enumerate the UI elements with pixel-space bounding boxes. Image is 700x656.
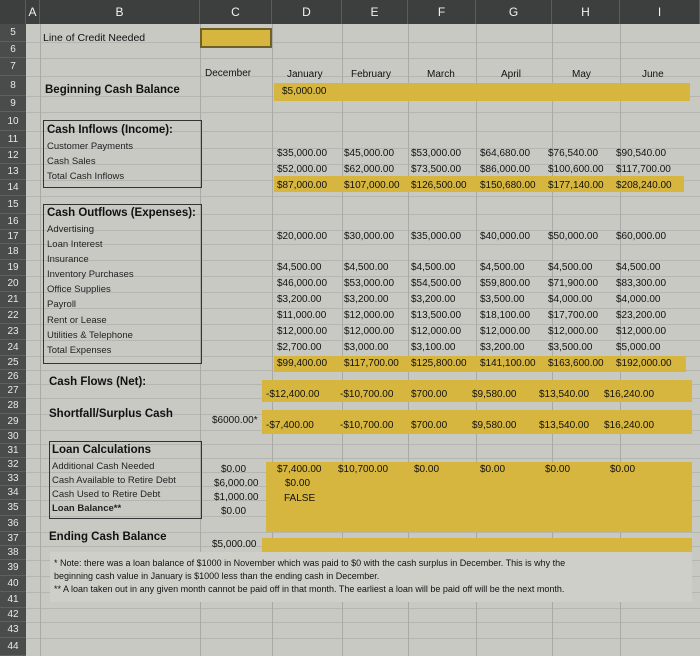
col-header-g[interactable]: G [476, 0, 552, 24]
advertising-cell[interactable]: $40,000.00 [480, 231, 531, 242]
shortfall-cell[interactable]: $16,240.00 [604, 420, 655, 431]
row-header[interactable]: 9 [0, 96, 26, 112]
grid-line [26, 112, 700, 113]
insurance-cell[interactable]: $4,500.00 [548, 262, 593, 273]
utilities-label: Utilities & Telephone [47, 330, 133, 341]
col-header-a[interactable]: A [26, 0, 40, 24]
total-expenses-cell[interactable]: $192,000.00 [616, 358, 672, 369]
inventory-cell[interactable]: $71,900.00 [548, 278, 599, 289]
insurance-label: Insurance [47, 254, 89, 265]
utilities-cell[interactable]: $5,000.00 [616, 342, 661, 353]
row-header[interactable]: 7 [0, 58, 26, 76]
inventory-label: Inventory Purchases [47, 269, 134, 280]
row-header[interactable]: 28 [0, 398, 26, 414]
cash-sales-cell[interactable]: $52,000.00 [277, 164, 328, 175]
month-december: December [205, 68, 252, 79]
ending-cash-december[interactable]: $5,000.00 [212, 539, 257, 550]
grid-line [26, 196, 700, 197]
office-cell[interactable]: $3,200.00 [344, 294, 389, 305]
total-inflows-cell[interactable]: $87,000.00 [277, 180, 328, 191]
row-header[interactable]: 13 [0, 164, 26, 180]
advertising-label: Advertising [47, 224, 94, 235]
total-expenses-cell[interactable]: $117,700.00 [344, 358, 399, 369]
additional-cash-cell[interactable]: $0.00 [414, 464, 440, 475]
col-header-d[interactable]: D [272, 0, 342, 24]
loan-interest-label: Loan Interest [47, 239, 103, 250]
additional-cash-cell[interactable]: $0.00 [545, 464, 571, 475]
total-inflows-cell[interactable]: $126,500.00 [411, 180, 467, 191]
row-header[interactable]: 24 [0, 340, 26, 356]
row-header[interactable]: 19 [0, 260, 26, 276]
additional-cash-cell[interactable]: $0.00 [480, 464, 506, 475]
office-supplies-label: Office Supplies [47, 284, 111, 295]
utilities-cell[interactable]: $3,000.00 [344, 342, 389, 353]
month-april: April [501, 69, 522, 80]
office-cell[interactable]: $4,000.00 [548, 294, 593, 305]
utilities-cell[interactable]: $3,200.00 [480, 342, 525, 353]
inventory-cell[interactable]: $59,800.00 [480, 278, 531, 289]
month-january: January [287, 69, 323, 80]
total-inflows-label: Total Cash Inflows [47, 171, 125, 182]
cash-used-label: Cash Used to Retire Debt [52, 489, 161, 500]
row-header[interactable]: 22 [0, 308, 26, 324]
cash-available-label: Cash Available to Retire Debt [52, 475, 176, 486]
row-header[interactable]: 12 [0, 148, 26, 164]
row-header[interactable]: 5 [0, 24, 26, 42]
additional-cash-label: Additional Cash Needed [52, 461, 155, 472]
payroll-cell[interactable]: $12,000.00 [344, 310, 395, 321]
grid-line [26, 622, 700, 623]
cash-flows-cell[interactable]: $13,540.00 [539, 389, 590, 400]
row-header[interactable]: 25 [0, 356, 26, 370]
insurance-cell[interactable]: $4,500.00 [277, 262, 322, 273]
payroll-label: Payroll [47, 299, 77, 310]
rent-cell[interactable]: $12,000.00 [548, 326, 599, 337]
utilities-cell[interactable]: $2,700.00 [277, 342, 322, 353]
total-inflows-cell[interactable]: $208,240.00 [616, 180, 672, 191]
payroll-cell[interactable]: $17,700.00 [548, 310, 599, 321]
cash-sales-cell[interactable]: $86,000.00 [480, 164, 531, 175]
cash-flows-cell[interactable]: $700.00 [411, 389, 448, 400]
corner-cell[interactable] [0, 0, 26, 24]
row-header[interactable]: 27 [0, 384, 26, 398]
row-header[interactable]: 30 [0, 430, 26, 444]
beginning-cash-label: Beginning Cash Balance [45, 84, 180, 96]
inventory-cell[interactable]: $54,500.00 [411, 278, 462, 289]
col-header-b[interactable]: B [40, 0, 200, 24]
cash-sales-cell[interactable]: $62,000.00 [344, 164, 395, 175]
col-header-f[interactable]: F [408, 0, 476, 24]
cash-sales-cell[interactable]: $117,700.00 [616, 164, 671, 175]
insurance-cell[interactable]: $4,500.00 [480, 262, 525, 273]
shortfall-cell[interactable]: $700.00 [411, 420, 448, 431]
advertising-cell[interactable]: $60,000.00 [616, 231, 667, 242]
customer-payments-label: Customer Payments [47, 141, 134, 152]
row-header[interactable]: 42 [0, 608, 26, 622]
row-header[interactable]: 29 [0, 414, 26, 430]
customer-payments-cell[interactable]: $90,540.00 [616, 148, 667, 159]
shortfall-cell[interactable]: $9,580.00 [472, 420, 517, 431]
additional-cash-cell[interactable]: $7,400.00 [277, 464, 322, 475]
office-cell[interactable]: $3,200.00 [411, 294, 456, 305]
insurance-cell[interactable]: $4,500.00 [616, 262, 661, 273]
rent-cell[interactable]: $12,000.00 [616, 326, 667, 337]
note-line-2: beginning cash value in January is $1000 less than the ending cash in December. [54, 571, 380, 581]
row-header[interactable]: 38 [0, 546, 26, 560]
office-cell[interactable]: $3,500.00 [480, 294, 525, 305]
loan-calc-title: Loan Calculations [52, 444, 152, 456]
col-header-i[interactable]: I [620, 0, 700, 24]
row-header[interactable]: 15 [0, 196, 26, 214]
advertising-cell[interactable]: $20,000.00 [277, 231, 328, 242]
customer-payments-cell[interactable]: $35,000.00 [277, 148, 328, 159]
row-header[interactable]: 11 [0, 131, 26, 148]
cash-sales-cell[interactable]: $100,600.00 [548, 164, 604, 175]
row-header[interactable]: 32 [0, 458, 26, 472]
beginning-cash-band [274, 83, 690, 101]
total-inflows-cell[interactable]: $177,140.00 [548, 180, 604, 191]
row-header[interactable]: 8 [0, 76, 26, 96]
rent-cell[interactable]: $12,000.00 [480, 326, 531, 337]
total-expenses-cell[interactable]: $125,800.00 [411, 358, 467, 369]
line-of-credit-cell[interactable] [202, 30, 270, 46]
row-header[interactable]: 6 [0, 42, 26, 58]
office-cell[interactable]: $4,000.00 [616, 294, 661, 305]
payroll-cell[interactable]: $23,200.00 [616, 310, 667, 321]
row-header[interactable]: 26 [0, 370, 26, 384]
month-march: March [427, 69, 455, 80]
cash-flows-cell[interactable]: $9,580.00 [472, 389, 517, 400]
row-header[interactable]: 17 [0, 230, 26, 244]
row-header[interactable]: 36 [0, 516, 26, 532]
row-header[interactable]: 40 [0, 576, 26, 592]
utilities-cell[interactable]: $3,100.00 [411, 342, 456, 353]
row-header[interactable]: 23 [0, 324, 26, 340]
beginning-cash-january[interactable]: $5,000.00 [282, 86, 327, 97]
row-header[interactable]: 44 [0, 638, 26, 656]
cash-sales-label: Cash Sales [47, 156, 96, 167]
grid-line [26, 608, 700, 609]
shortfall-cell[interactable]: -$10,700.00 [340, 420, 394, 431]
row-header[interactable]: 34 [0, 486, 26, 500]
inventory-cell[interactable]: $53,000.00 [344, 278, 395, 289]
additional-cash-cell[interactable]: $10,700.00 [338, 464, 389, 475]
row-header[interactable]: 10 [0, 112, 26, 131]
outflows-title: Cash Outflows (Expenses): [47, 207, 196, 219]
total-expenses-cell[interactable]: $163,600.00 [548, 358, 604, 369]
line-of-credit-label: Line of Credit Needed [43, 32, 146, 44]
total-inflows-cell[interactable]: $107,000.00 [344, 180, 400, 191]
total-expenses-label: Total Expenses [47, 345, 112, 356]
row-header[interactable]: 41 [0, 592, 26, 608]
row-header[interactable]: 18 [0, 244, 26, 260]
cash-flows-cell[interactable]: -$12,400.00 [266, 389, 320, 400]
total-expenses-cell[interactable]: $99,400.00 [277, 358, 328, 369]
advertising-cell[interactable]: $35,000.00 [411, 231, 462, 242]
inflows-title: Cash Inflows (Income): [47, 124, 173, 136]
inventory-cell[interactable]: $83,300.00 [616, 278, 667, 289]
cash-available-january[interactable]: $0.00 [285, 478, 311, 489]
row-header[interactable]: 14 [0, 180, 26, 196]
col-header-h[interactable]: H [552, 0, 620, 24]
payroll-cell[interactable]: $13,500.00 [411, 310, 462, 321]
advertising-cell[interactable]: $30,000.00 [344, 231, 395, 242]
office-cell[interactable]: $3,200.00 [277, 294, 322, 305]
shortfall-cell[interactable]: $13,540.00 [539, 420, 590, 431]
advertising-cell[interactable]: $50,000.00 [548, 231, 599, 242]
shortfall-cell[interactable]: -$7,400.00 [266, 420, 314, 431]
row-header[interactable]: 35 [0, 500, 26, 516]
loan-dec-additional[interactable]: $0.00 [221, 464, 247, 475]
cash-sales-cell[interactable]: $73,500.00 [411, 164, 462, 175]
loan-dec-available[interactable]: $6,000.00 [214, 478, 259, 489]
loan-dec-balance[interactable]: $0.00 [221, 506, 247, 517]
customer-payments-cell[interactable]: $53,000.00 [411, 148, 462, 159]
row-header[interactable]: 37 [0, 532, 26, 546]
inventory-cell[interactable]: $46,000.00 [277, 278, 328, 289]
shortfall-december[interactable]: $6000.00* [212, 415, 258, 426]
additional-cash-cell[interactable]: $0.00 [610, 464, 636, 475]
row-header[interactable]: 39 [0, 560, 26, 576]
row-header[interactable]: 20 [0, 276, 26, 292]
payroll-cell[interactable]: $18,100.00 [480, 310, 531, 321]
month-february: February [351, 69, 392, 80]
customer-payments-cell[interactable]: $76,540.00 [548, 148, 599, 159]
total-inflows-cell[interactable]: $150,680.00 [480, 180, 536, 191]
customer-payments-cell[interactable]: $45,000.00 [344, 148, 395, 159]
grid-line [40, 24, 41, 656]
cash-flows-cell[interactable]: $16,240.00 [604, 389, 655, 400]
grid-line [26, 638, 700, 639]
loan-balance-january[interactable]: FALSE [284, 493, 316, 504]
loan-dec-used[interactable]: $1,000.00 [214, 492, 259, 503]
payroll-cell[interactable]: $11,000.00 [277, 310, 327, 321]
rent-cell[interactable]: $12,000.00 [411, 326, 462, 337]
cash-flows-label: Cash Flows (Net): [49, 376, 147, 388]
cash-flows-cell[interactable]: -$10,700.00 [340, 389, 394, 400]
customer-payments-cell[interactable]: $64,680.00 [480, 148, 531, 159]
loan-balance-label: Loan Balance** [52, 503, 122, 514]
rent-label: Rent or Lease [47, 315, 107, 326]
note-line-3: ** A loan taken out in any given month cannot be paid off in that month. The earliest a loan will be paid off will be the next month. [54, 584, 565, 594]
ending-cash-label: Ending Cash Balance [49, 531, 167, 543]
month-may: May [572, 69, 591, 80]
insurance-cell[interactable]: $4,500.00 [344, 262, 389, 273]
grid-line [26, 58, 700, 59]
col-header-c[interactable]: C [200, 0, 272, 24]
total-expenses-cell[interactable]: $141,100.00 [480, 358, 536, 369]
utilities-cell[interactable]: $3,500.00 [548, 342, 593, 353]
row-header[interactable]: 16 [0, 214, 26, 230]
note-line-1: * Note: there was a loan balance of $1000 in November which was paid to $0 with the cash surplus in December. This is why the [54, 558, 566, 568]
rent-cell[interactable]: $12,000.00 [277, 326, 328, 337]
shortfall-label: Shortfall/Surplus Cash [49, 408, 173, 420]
insurance-cell[interactable]: $4,500.00 [411, 262, 456, 273]
row-header[interactable]: 43 [0, 622, 26, 638]
row-header[interactable]: 21 [0, 292, 26, 308]
col-header-e[interactable]: E [342, 0, 408, 24]
rent-cell[interactable]: $12,000.00 [344, 326, 395, 337]
row-header[interactable]: 33 [0, 472, 26, 486]
month-june: June [642, 69, 664, 80]
row-header[interactable]: 31 [0, 444, 26, 458]
